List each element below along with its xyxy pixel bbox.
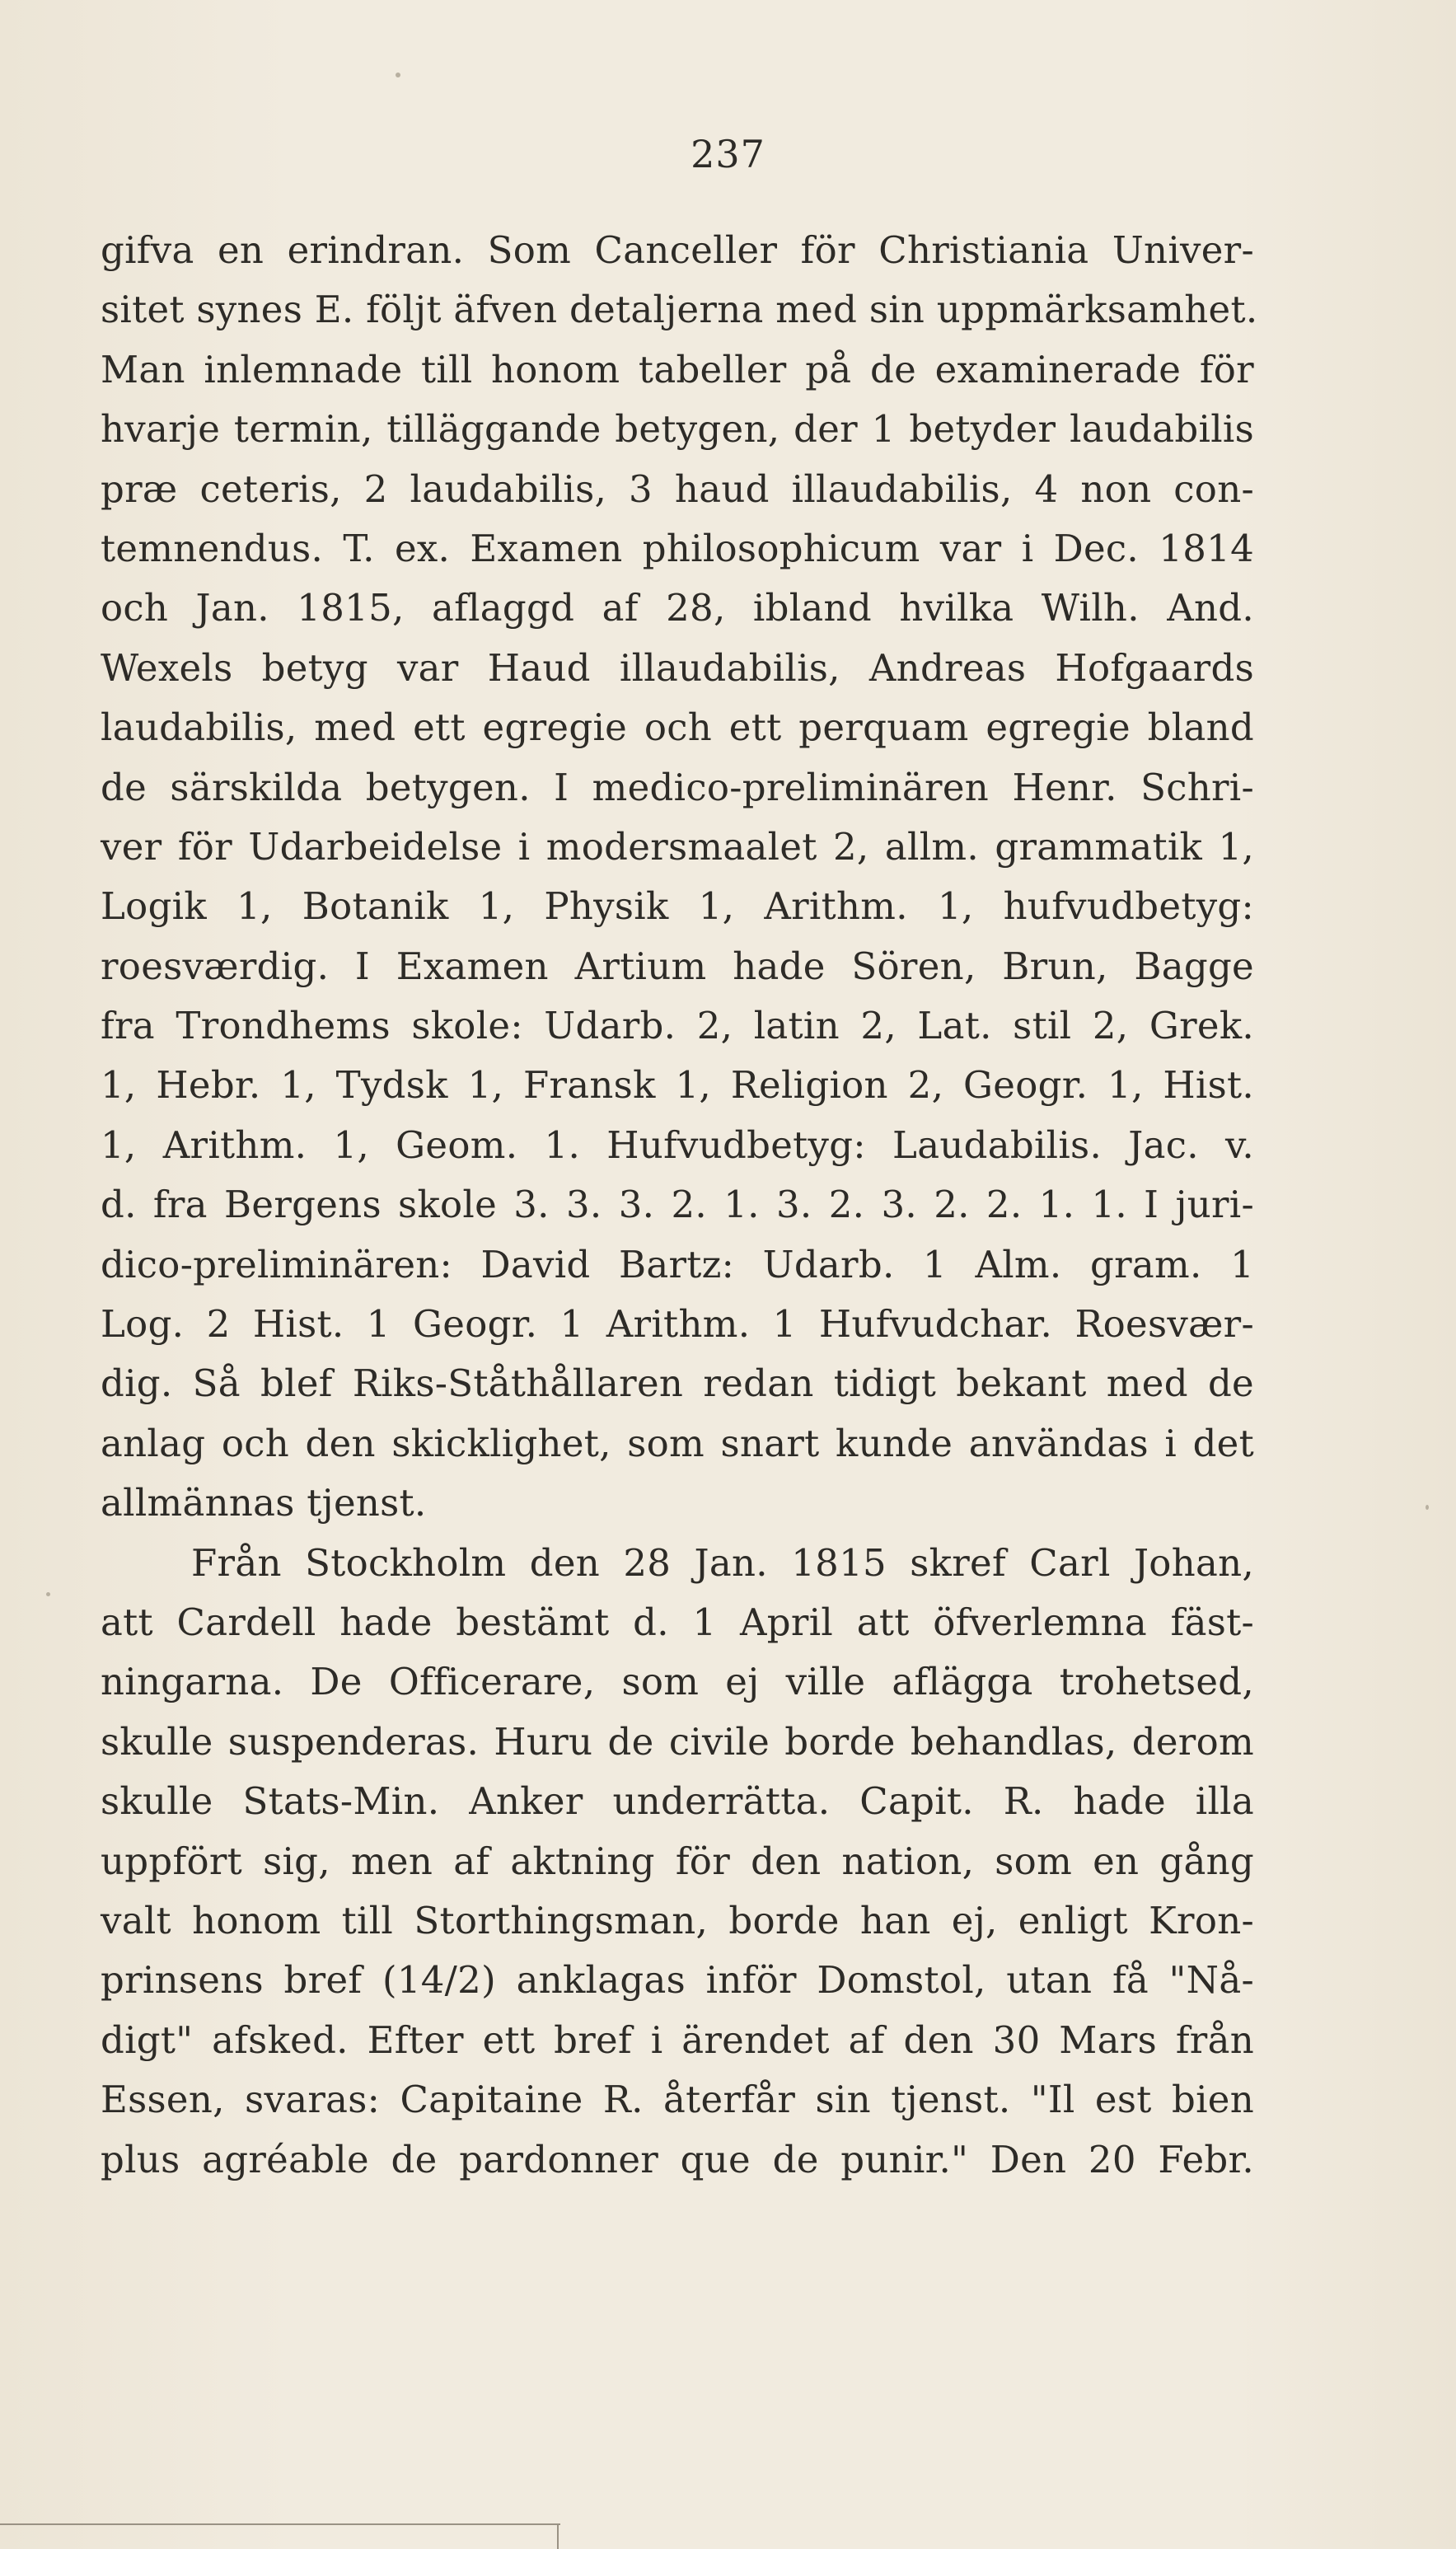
text-line: allmännas tjenst. (101, 1481, 427, 1525)
text-line: ningarna. De Officerare, som ej ville aflägga trohetsed, (101, 1660, 1254, 1704)
bottom-rule-tick (557, 2523, 559, 2549)
text-line: temnendus. T. ex. Examen philosophicum var i Dec. 1814 (101, 526, 1254, 570)
text-line: de särskilda betygen. I medico-preliminären Henr. Schri- (101, 765, 1254, 809)
text-line: Log. 2 Hist. 1 Geogr. 1 Arithm. 1 Hufvudchar. Roesvær- (101, 1302, 1254, 1347)
text-line: skulle Stats-Min. Anker underrätta. Capit. R. hade illa (101, 1779, 1254, 1824)
text-line: dig. Så blef Riks-Ståthållaren redan tidigt bekant med de (101, 1361, 1254, 1406)
text-line: ver för Udarbeidelse i modersmaalet 2, allm. grammatik 1, (101, 824, 1254, 869)
text-line: gifva en erindran. Som Canceller för Christiania Univer- (101, 228, 1254, 272)
text-line: och Jan. 1815, aflaggd af 28, ibland hvilka Wilh. And. (101, 586, 1254, 630)
text-line: d. fra Bergens skole 3. 3. 3. 2. 1. 3. 2. 3. 2. 2. 1. 1. I juri- (101, 1183, 1254, 1227)
text-line: prinsens bref (14/2) anklagas inför Domstol, utan få "Nå- (101, 1958, 1254, 2003)
text-line: laudabilis, med ett egregie och ett perquam egregie bland (101, 705, 1254, 750)
text-line: Från Stockholm den 28 Jan. 1815 skref Carl Johan, (191, 1540, 1254, 1585)
text-line: roesværdig. I Examen Artium hade Sören, Brun, Bagge (101, 944, 1254, 988)
text-line: Logik 1, Botanik 1, Physik 1, Arithm. 1, hufvudbetyg: (101, 884, 1254, 929)
text-line: fra Trondhems skole: Udarb. 2, latin 2, Lat. stil 2, Grek. (101, 1004, 1254, 1048)
text-line: digt" afsked. Efter ett bref i ärendet af den 30 Mars från (101, 2017, 1254, 2062)
text-line: Essen, svaras: Capitaine R. återfår sin tjenst. "Il est bien (101, 2078, 1254, 2122)
text-line: hvarje termin, tilläggande betygen, der 1 betyder laudabilis (101, 407, 1254, 452)
text-line: Man inlemnade till honom tabeller på de examinerade för (101, 347, 1254, 391)
text-line: præ ceteris, 2 laudabilis, 3 haud illaudabilis, 4 non con- (101, 466, 1254, 511)
page-number: 237 (691, 132, 765, 176)
text-line: uppfört sig, men af aktning för den nation, som en gång (101, 1839, 1254, 1883)
paper-speck (396, 73, 400, 77)
text-line: att Cardell hade bestämt d. 1 April att öfverlemna fäst- (101, 1600, 1254, 1644)
text-line: valt honom till Storthingsman, borde han ej, enligt Kron- (101, 1898, 1254, 1942)
text-line: dico-preliminären: David Bartz: Udarb. 1 Alm. gram. 1 (101, 1242, 1254, 1286)
text-line: skulle suspenderas. Huru de civile borde behandlas, derom (101, 1719, 1254, 1764)
text-line: sitet synes E. följt äfven detaljerna med sin uppmärksamhet. (101, 288, 1258, 332)
paper-speck (46, 1592, 50, 1596)
text-line: plus agréable de pardonner que de punir." Den 20 Febr. (101, 2137, 1254, 2181)
bottom-rule (0, 2523, 560, 2525)
body-text (101, 221, 1258, 2190)
text-line: anlag och den skicklighet, som snart kunde användas i det (101, 1421, 1254, 1465)
text-line: 1, Hebr. 1, Tydsk 1, Fransk 1, Religion 2, Geogr. 1, Hist. (101, 1063, 1254, 1108)
text-line: 1, Arithm. 1, Geom. 1. Hufvudbetyg: Laudabilis. Jac. v. (101, 1122, 1254, 1167)
text-line: Wexels betyg var Haud illaudabilis, Andreas Hofgaards (101, 645, 1254, 690)
paper-speck (1426, 1505, 1429, 1510)
